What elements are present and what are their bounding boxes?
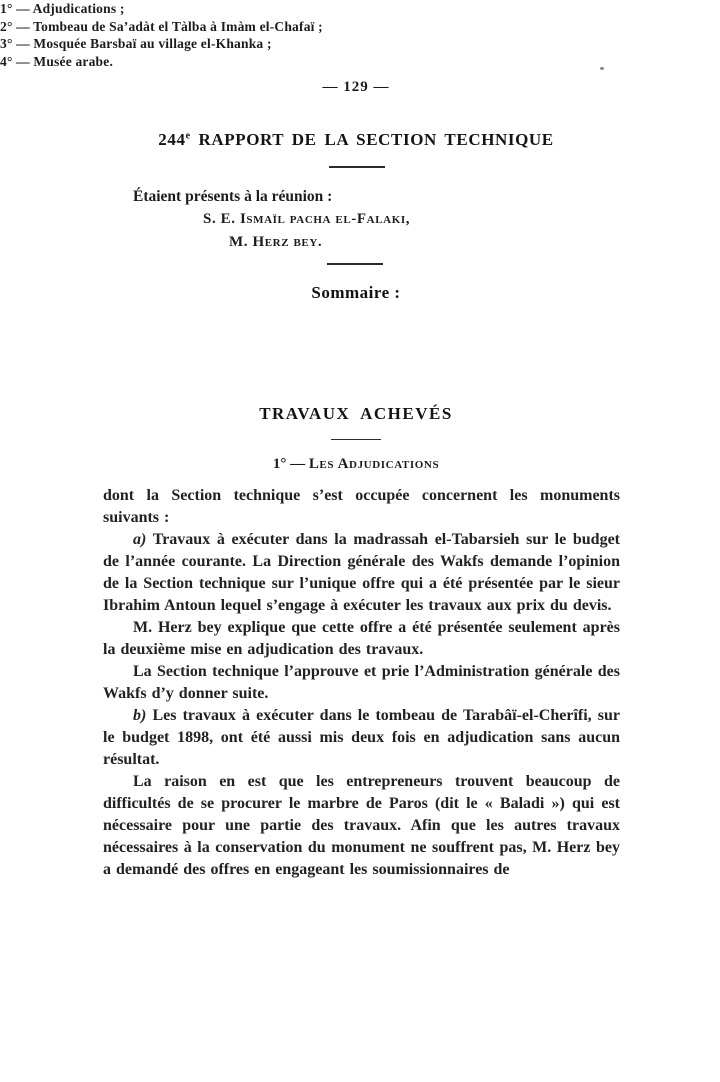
scan-speck: [600, 67, 604, 70]
body-text: [103, 485, 620, 881]
sommaire-item: 2° — Tombeau de Sa’adàt el Tàlba à Imàm el-Chafaï ;: [0, 18, 323, 34]
separator-rule: [327, 263, 383, 265]
report-title: [0, 130, 712, 150]
attendee-name: S. E. Ismaïl pacha el-Falaki,: [203, 211, 411, 227]
title-rule: [329, 166, 385, 168]
sommaire-list: [0, 0, 720, 70]
paragraph-text: M. Herz bey explique que cette offre a été présentée seulement après la deuxième mise en adjudication des travaux.: [103, 619, 620, 658]
paragraph-text: dont la Section technique s’est occupée concernent les monuments suivants :: [103, 487, 620, 526]
report-title-text: RAPPORT DE LA SECTION TECHNIQUE: [198, 130, 554, 149]
section-rule: [331, 439, 381, 440]
paragraph-lead: a): [133, 531, 147, 548]
subsection-title: Les Adjudications: [308, 456, 440, 472]
paragraph-text: La raison en est que les entrepreneurs trouvent beaucoup de difficultés de se procurer le marbre de Paros (dit le « Baladi ») qui est nécessaire pour une partie des travaux. Afin que les autres travaux nécessaires à la conservation du monument ne souffrent pas, M. Herz bey a demandé des offres en engageant les soumissionnaires de: [103, 773, 620, 878]
sommaire-heading: Sommaire :: [311, 283, 401, 302]
sommaire-item: 3° — Mosquée Barsbaï au village el-Khanka ;: [0, 36, 272, 51]
report-title-ordinal: e: [185, 130, 191, 142]
section-heading: TRAVAUX ACHEVÉS: [259, 404, 453, 423]
attendance-intro: Étaient présents à la réunion :: [133, 188, 333, 205]
paragraph: [103, 529, 620, 617]
paragraph-text: La Section technique l’approuve et prie l’Administration générale des Wakfs d’y donner suite.: [103, 663, 620, 702]
sommaire-item: 4° — Musée arabe.: [0, 53, 114, 69]
page-number: — 129 —: [322, 79, 390, 95]
paragraph-text: Les travaux à exécuter dans le tombeau de Tarabâï-el-Cherîfi, sur le budget 1898, ont été aussi mis deux fois en adjudication sans aucun résultat.: [103, 707, 621, 768]
paragraph: [103, 617, 620, 661]
report-title-number: 244: [158, 130, 186, 149]
attendee-name: M. Herz bey.: [229, 234, 323, 250]
paragraph: [103, 485, 620, 529]
paragraph-text: Travaux à exécuter dans la madrassah el-Tabarsieh sur le budget de l’année courante. La Direction générale des Wakfs demande l’opinion de la Section technique sur l’unique offre qui a été présentée par le sieur Ibrahim Antoun lequel s’engage à exécuter les travaux aux prix du devis.: [103, 531, 621, 614]
paragraph-lead: b): [133, 707, 147, 724]
paragraph: [103, 661, 620, 705]
subsection-number: 1° —: [272, 456, 306, 472]
paragraph: [103, 705, 620, 771]
sommaire-item: 1° — Adjudications ;: [0, 1, 125, 16]
subsection-heading: [0, 456, 712, 473]
paragraph: [103, 771, 620, 881]
